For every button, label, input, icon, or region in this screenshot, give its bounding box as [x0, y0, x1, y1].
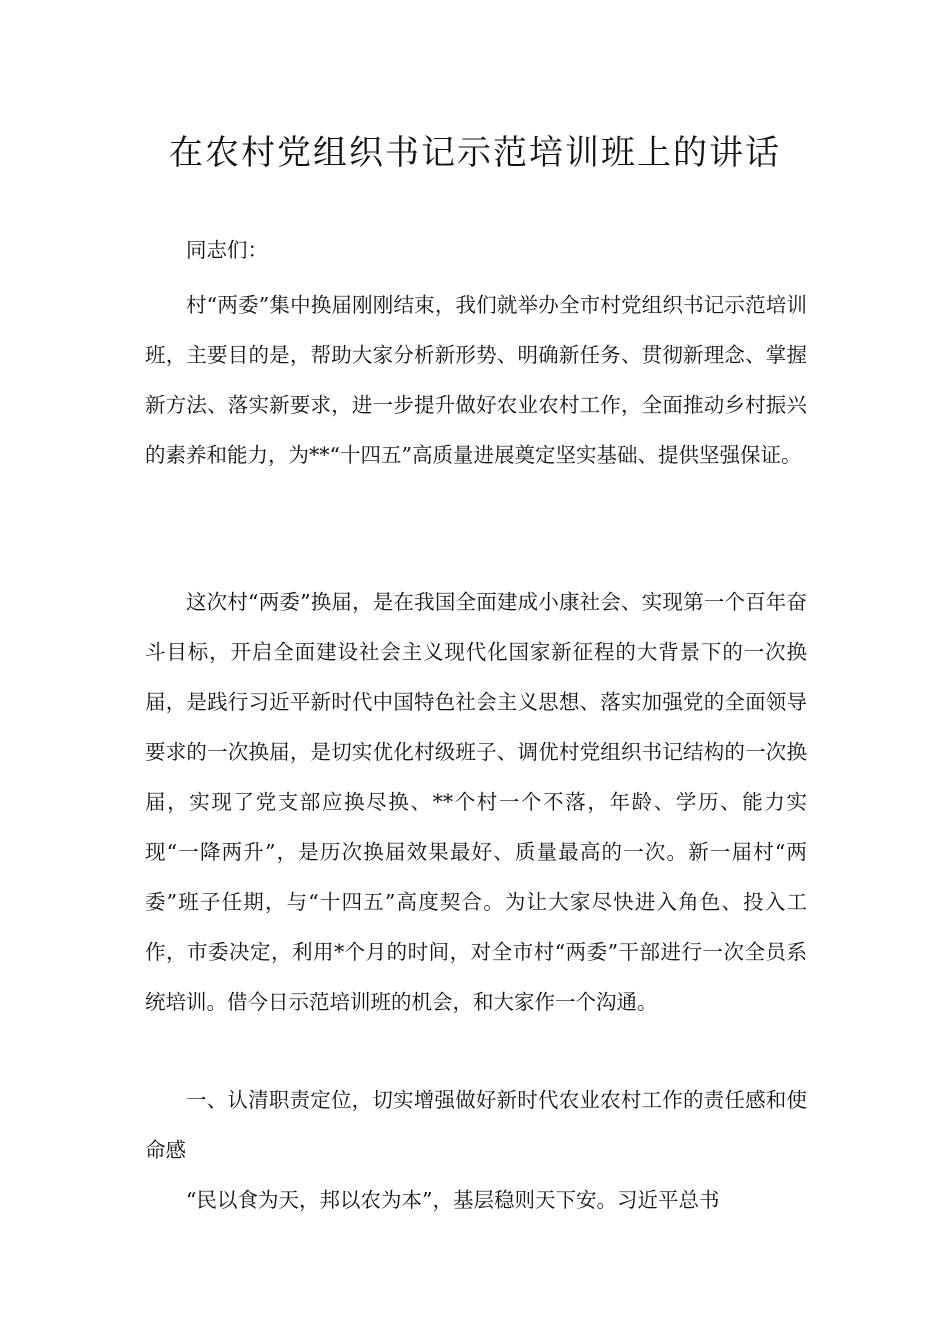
paragraph-election: 这次村“两委”换届，是在我国全面建成小康社会、实现第一个百年奋斗目标，开启全面建设社会主义现代化国家新征程的大背景下的一次换届，是践行习近平新时代中国特色社会主义思想、落实加强党的全面领导要求的一次换届，是切实优化村级班子、调优村党组织书记结构的一次换届，实现了党支部应换尽换、**个村一个不落，年龄、学历、能力实现“一降两升”，是历次换届效果最好、质量最高的一次。新一届村“两委”班子任期，与“十四五”高度契合。为让大家尽快进入角色、投入工作，市委决定，利用*个月的时间，对全市村“两委”干部进行一次全员系统培训。借今日示范培训班的机会，和大家作一个沟通。	[145, 590, 807, 1014]
paragraph-block	[145, 577, 807, 1027]
paragraph-block	[145, 280, 807, 480]
greeting: 同志们：	[186, 238, 268, 262]
section-heading-1: 一、认清职责定位，切实增强做好新时代农业农村工作的责任感和使命感	[145, 1088, 807, 1162]
paragraph-intro: 村“两委”集中换届刚刚结束，我们就举办全市村党组织书记示范培训班，主要目的是，帮助大家分析新形势、明确新任务、贯彻新理念、掌握新方法、落实新要求，进一步提升做好农业农村工作，全面推动乡村振兴的素养和能力，为**“十四五”高质量进展奠定坚实基础、提供坚强保证。	[145, 293, 807, 467]
paragraph-block	[145, 1175, 807, 1225]
document-title: 在农村党组织书记示范培训班上的讲话	[169, 133, 781, 173]
paragraph-block	[145, 1075, 807, 1175]
paragraph-quote: “民以食为天，邦以农为本”，基层稳则天下安。习近平总书	[186, 1188, 720, 1212]
